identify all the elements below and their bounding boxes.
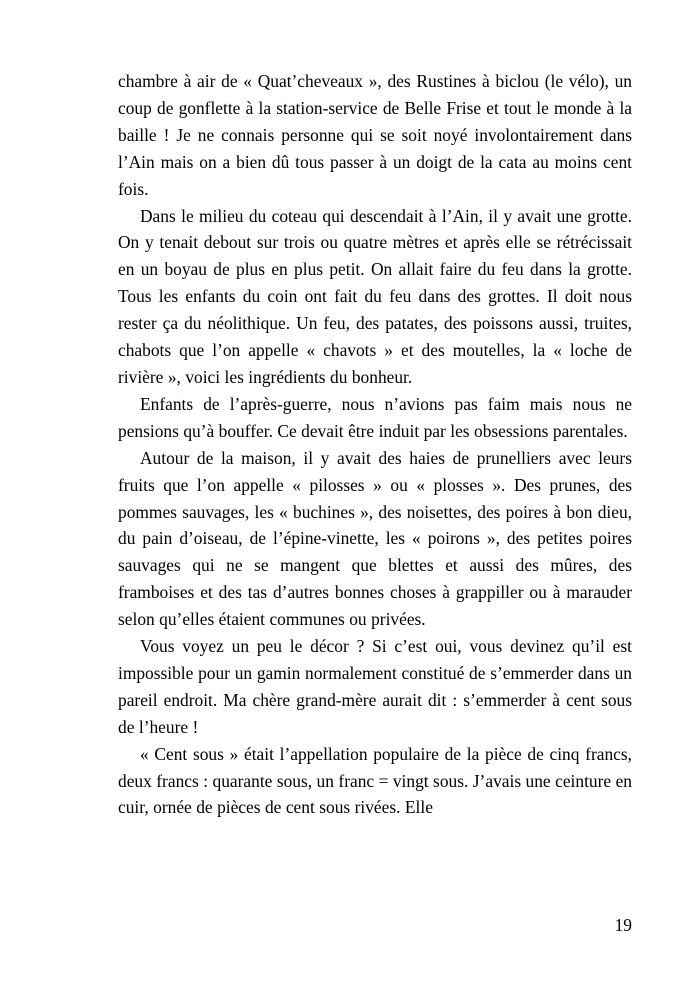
paragraph-4: Autour de la maison, il y avait des haies de prunelliers avec leurs fruits que l’on appelle « pilosses » ou « plosses ». Des prunes, des pommes sauvages, les « buchines », des noisettes, des poires à bon dieu, du pain d’oiseau, de l’épine-vinette, les « poirons », des petites poires sauvages qui ne se mangent que blettes et aussi des mûres, des framboises et des tas d’autres bonnes choses à grappiller ou à marauder selon qu’elles étaient communes ou privées. xyxy=(118,447,632,630)
body-text-block xyxy=(118,68,632,821)
page-number: 19 xyxy=(614,915,632,935)
paragraph-6: « Cent sous » était l’appellation populaire de la pièce de cinq francs, deux francs : quarante sous, un franc = vingt sous. J’avais une ceinture en cuir, ornée de pièces de cent sous rivées. Elle xyxy=(118,743,632,818)
paragraph-1: chambre à air de « Quat’cheveaux », des Rustines à biclou (le vélo), un coup de gonflette à la station-service de Belle Frise et tout le monde à la baille ! Je ne connais personne qui se soit noyé involontairement dans l’Ain mais on a bien dû tous passer à un doigt de la cata au moins cent fois. xyxy=(118,71,632,199)
paragraph-2: Dans le milieu du coteau qui descendait à l’Ain, il y avait une grotte. On y tenait debout sur trois ou quatre mètres et après elle se rétrécissait en un boyau de plus en plus petit. On allait faire du feu dans la grotte. Tous les enfants du coin ont fait du feu dans des grottes. Il doit nous rester ça du néolithique. Un feu, des patates, des poissons aussi, truites, chabots que l’on appelle « chavots » et des moutelles, la « loche de rivière », voici les ingrédients du bonheur. xyxy=(118,205,632,387)
paragraph-5: Vous voyez un peu le décor ? Si c’est oui, vous devinez qu’il est impossible pour un gamin normalement constitué de s’emmerder dans un pareil endroit. Ma chère grand-mère aurait dit : s’emmerder à cent sous de l’heure ! xyxy=(118,636,632,737)
paragraph-3: Enfants de l’après-guerre, nous n’avions pas faim mais nous ne pensions qu’à bouffer. Ce devait être induit par les obsessions parentales. xyxy=(118,393,632,441)
